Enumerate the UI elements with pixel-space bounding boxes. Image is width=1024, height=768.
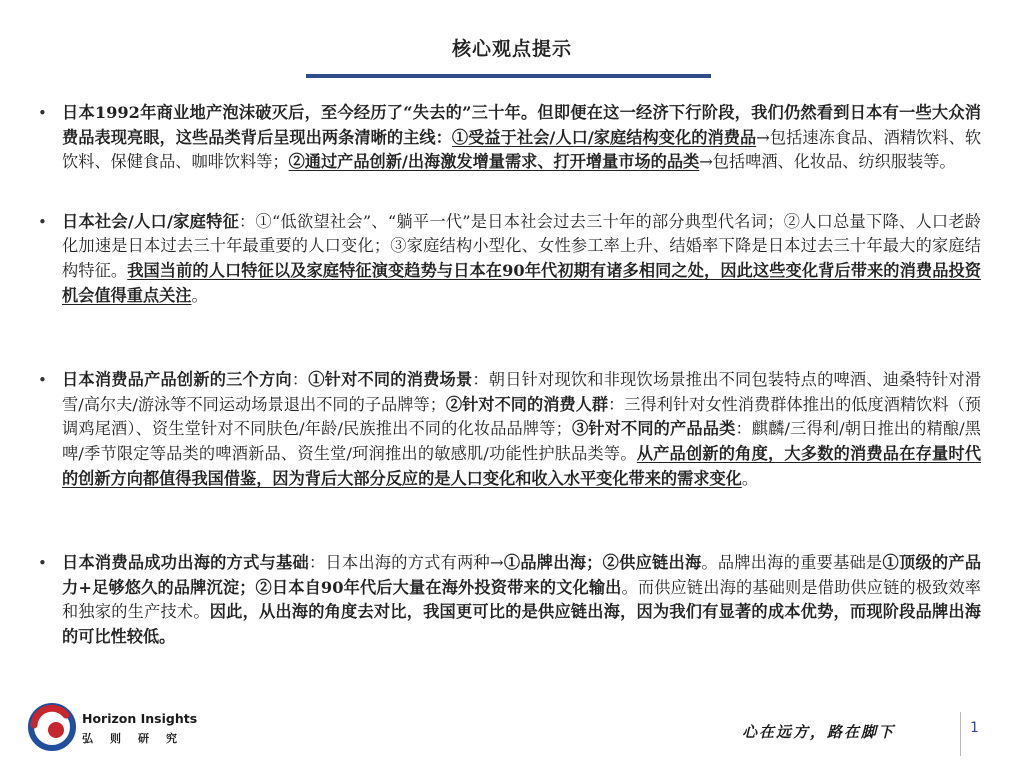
company-logo [28, 703, 218, 753]
emphasis-text: 日本消费品成功出海的方式与基础 [62, 553, 309, 573]
footer-slogan: 心在远方，路在脚下 [742, 723, 896, 741]
logo-chinese-name: 弘则研究 [82, 732, 194, 745]
emphasis-text: ①顶级的产品力+足够悠久的品牌沉淀；②日本自90年代后大量在海外投资带来的文化输出 [62, 553, 982, 597]
bullet-product-innovation [36, 368, 981, 491]
body-text: 。品牌出海的重要基础是 [701, 553, 883, 573]
body-text: 。而供应链出海的基础则是借助供应链的极致效率和独家的生产技术。 [62, 577, 981, 622]
logo-english-name: Horizon Insights [82, 711, 198, 726]
body-text: →包括啤酒、化妆品、纺织服装等。 [699, 152, 956, 172]
body-text: 。 [741, 468, 759, 488]
emphasis-text: 日本消费品产品创新的三个方向 [62, 370, 292, 390]
key-conclusion-text: ②通过产品创新/出海激发增量需求、打开增量市场的品类 [288, 152, 700, 172]
bullet-market-overview [36, 101, 981, 175]
emphasis-text: ①针对不同的消费场景 [308, 370, 473, 390]
emphasis-text: ③针对不同的产品品类 [571, 419, 736, 439]
emphasis-text: 日本社会/人口/家庭特征 [62, 211, 240, 231]
key-conclusion-text: ①受益于社会/人口/家庭结构变化的消费品 [451, 127, 757, 147]
footer-divider [960, 712, 961, 756]
logo-core [48, 722, 64, 738]
emphasis-text: ②针对不同的消费人群 [445, 394, 609, 414]
body-text: ：麒麟/三得利/朝日推出的精酿/黑啤/季节限定等品类的啤酒新品、资生堂/珂润推出的敏感肌/功能性护肤品类等。 [62, 419, 981, 463]
body-text: ：三得利针对女性消费群体推出的低度酒精饮料（预调鸡尾酒）、资生堂针对不同肤色/年龄/民族推出不同的化妆品品牌等； [62, 394, 982, 439]
key-conclusion-text: 从产品创新的角度，大多数的消费品在存量时代的创新方向都值得我国借鉴，因为背后大部分反应的是人口变化和收入水平变化带来的需求变化 [62, 443, 982, 488]
logo-arc-red [34, 708, 66, 725]
key-points-list [36, 101, 981, 650]
body-text: ：①“低欲望社会”、“躺平一代”是日本社会过去三十年的部分典型代名词；②人口总量下降、人口老龄化加速是日本过去三十年最重要的人口变化；③家庭结构小型化、女性参工率上升、结婚率下降是日本过去三十年最大的家庭结构特征。 [62, 211, 981, 280]
emphasis-text: 因此，从出海的角度去对比，我国更可比的是供应链出海，因为我们有显著的成本优势，而现阶段品牌出海的可比性较低。 [62, 602, 981, 646]
emphasis-text: ①品牌出海；②供应链出海 [503, 553, 702, 573]
body-text: ：日本出海的方式有两种→ [308, 553, 504, 573]
body-text: ： [291, 370, 309, 390]
page-number: 1 [970, 720, 979, 736]
body-text: ：朝日针对现饮和非现饮场景推出不同包装特点的啤酒、迪桑特针对滑雪/高尔夫/游泳等不同运动场景退出不同的子品牌等； [62, 370, 982, 414]
key-conclusion-text: 我国当前的人口特征以及家庭特征演变趋势与日本在90年代初期有诸多相同之处，因此这些变化背后带来的消费品投资机会值得重点关注 [62, 260, 981, 305]
body-text: →包括速冻食品、酒精饮料、软饮料、保健食品、咖啡饮料等； [62, 127, 982, 172]
emphasis-text: 日本1992年商业地产泡沫破灭后，至今经历了“失去的”三十年。但即便在这一经济下行阶段，我们仍然看到日本有一些大众消费品表现亮眼，这些品类背后呈现出两条清晰的主线： [62, 103, 981, 147]
title-underline [306, 74, 711, 78]
bullet-overseas-expansion [36, 551, 981, 649]
horizon-logo-icon [28, 703, 76, 751]
page-title: 核心观点提示 [451, 38, 572, 60]
bullet-demographics [36, 210, 981, 308]
body-text: 。 [191, 285, 208, 305]
